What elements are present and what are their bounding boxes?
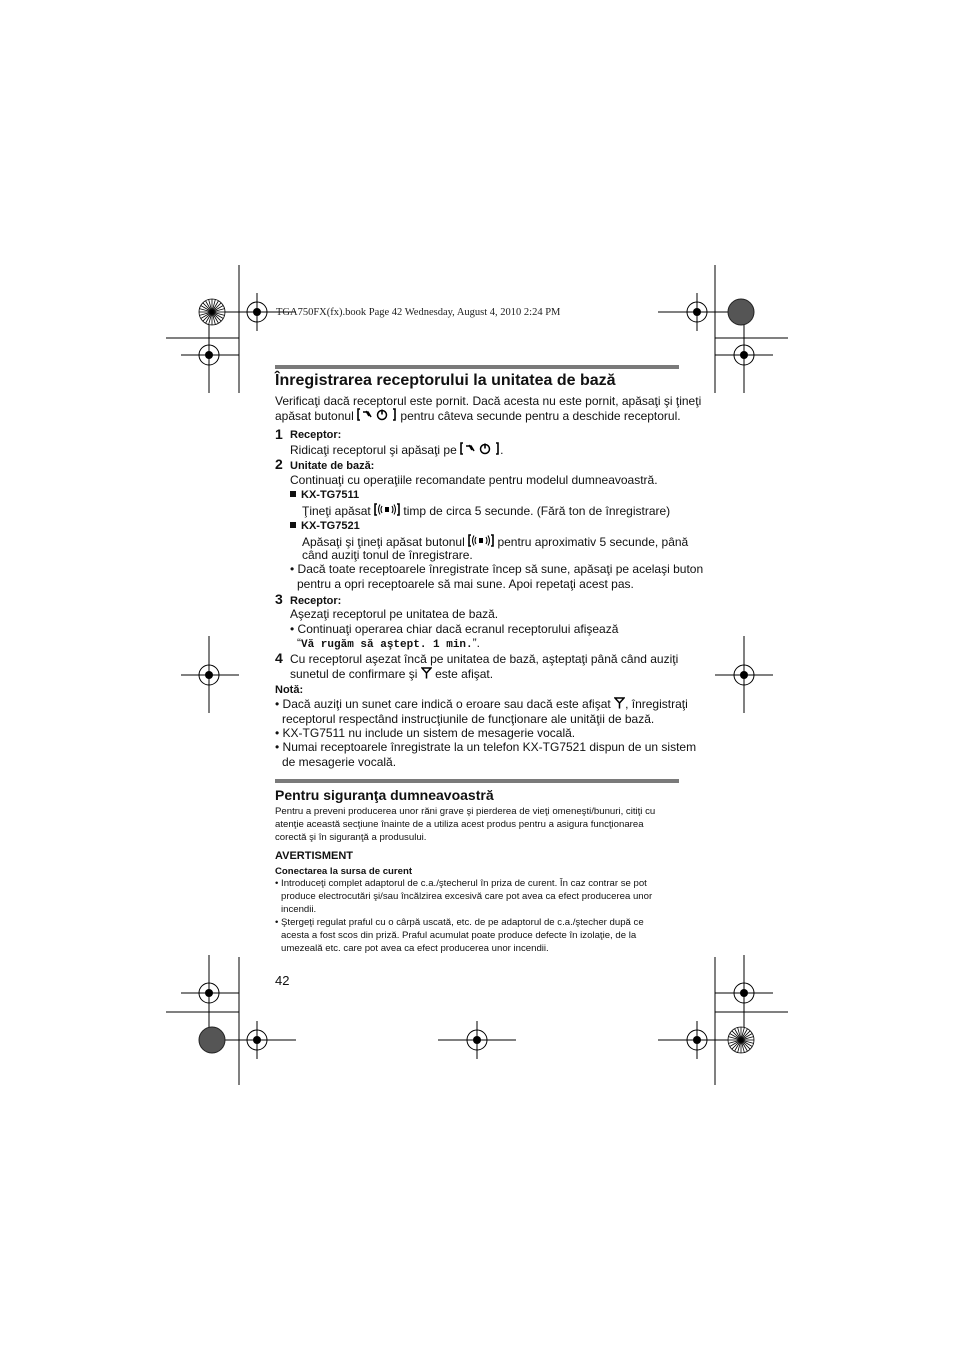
intro-line-2: apăsat butonul pentru câteva secunde pentru a deschide receptorul. — [275, 409, 681, 423]
model-kx-tg7511: KX-TG7511 — [290, 488, 359, 503]
note-label: Notă: — [275, 684, 304, 696]
antenna-signal-icon — [614, 697, 625, 713]
warning-heading: AVERTISMENT — [275, 850, 354, 862]
intro-line-1: Verificaţi dacă receptorul este pornit. Dacă acesta nu este pornit, apăsaţi şi ţineţi — [275, 394, 702, 408]
step-1-text: Ridicaţi receptorul şi apăsaţi pe . — [290, 443, 504, 457]
warning-2-line-2: acesta a fost scos din priză. Praful acumulat poate produce defecte în izolaţie, de la — [281, 930, 637, 941]
step-2-bullet-2: pentru a opri receptoarele să mai sune. Apoi repetaţi acest pas. — [297, 577, 634, 591]
antenna-signal-icon — [421, 667, 432, 683]
note-bullet-2: • KX-TG7511 nu include un sistem de mesagerie vocală. — [275, 726, 576, 740]
step-3-text: Aşezaţi receptorul pe unitatea de bază. — [290, 607, 499, 621]
section-title-registration: Înregistrarea receptorului la unitatea de bază — [275, 372, 616, 389]
display-message: “Vă rugăm să aştept. 1 min.”. — [297, 636, 480, 651]
step-number-2: 2 — [275, 456, 283, 472]
note-bullet-1-cont: receptorul respectând instrucţiunile de funcţionare ale unităţii de bază. — [282, 712, 655, 726]
step-4-line-1: Cu receptorul aşezat încă pe unitatea de bază, aşteptaţi până când auziţi — [290, 652, 679, 666]
warning-2-line-3: umezeală etc. care pot avea ca efect producerea unor incendii. — [281, 943, 549, 954]
warning-2-line-1: • Ştergeţi regulat praful cu o cârpă uscată, etc. de pe adaptorul de c.a./ştecher după ce — [275, 917, 644, 928]
section-rule — [275, 779, 679, 783]
warning-1-line-1: • Introduceţi complet adaptorul de c.a./ştecherul în priza de curent. În caz contrar se pot — [275, 878, 647, 889]
note-bullet-3-cont: de mesagerie vocală. — [282, 755, 397, 769]
safety-intro-1: Pentru a preveni producerea unor răni grave şi pierderea de vieţi omeneşti/bunuri, citiţi cu — [275, 806, 656, 817]
note-bullet-3: • Numai receptoarele înregistrate la un telefon KX-TG7521 dispun de un sistem — [275, 740, 697, 754]
off-hook-power-key-icon — [460, 442, 500, 459]
model-kx-tg7521: KX-TG7521 — [290, 519, 360, 534]
step-3-label: Receptor: — [290, 595, 342, 607]
step-2-label: Unitate de bază: — [290, 460, 375, 472]
model-1-instruction: Ţineţi apăsat timp de circa 5 secunde. (Fără ton de înregistrare) — [302, 504, 671, 518]
note-bullet-1: • Dacă auziţi un sunet care indică o eroare sau dacă este afişat , înregistraţi — [275, 697, 688, 711]
section-title-safety: Pentru siguranţa dumneavoastră — [275, 787, 494, 803]
step-number-1: 1 — [275, 426, 283, 442]
section-rule — [275, 365, 679, 369]
file-info-header: TGA750FX(fx).book Page 42 Wednesday, August 4, 2010 2:24 PM — [276, 307, 561, 318]
step-2-bullet-1: • Dacă toate receptoarele înregistrate încep să sune, apăsaţi pe acelaşi buton — [290, 562, 704, 576]
warning-subheading: Conectarea la sursa de curent — [275, 866, 413, 877]
step-number-3: 3 — [275, 591, 283, 607]
page-number: 42 — [275, 973, 290, 988]
off-hook-power-key-icon — [357, 408, 397, 425]
warning-1-line-2: produce electrocutări şi/sau încălzirea excesivă care pot avea ca efect producerea unor — [281, 891, 653, 902]
model-2-instruction-1: Apăsaţi şi ţineţi apăsat butonul pentru aproximativ 5 secunde, până — [302, 535, 689, 549]
intercom-locator-key-icon — [374, 503, 400, 520]
step-3-bullet: • Continuaţi operarea chiar dacă ecranul receptorului afişează — [290, 622, 619, 636]
warning-1-line-3: incendii. — [281, 904, 317, 915]
safety-intro-3: corectă şi în siguranţă a produsului. — [275, 832, 427, 843]
step-1-label: Receptor: — [290, 429, 342, 441]
step-2-text: Continuaţi cu operaţiile recomandate pentru modelul dumneavoastră. — [290, 473, 658, 487]
model-2-instruction-2: când auziţi tonul de înregistrare. — [302, 548, 473, 562]
safety-intro-2: atenţie această secţiune înainte de a utiliza acest produs pentru a asigura funcţionarea — [275, 819, 644, 830]
step-4-line-2: sunetul de confirmare şi este afişat. — [290, 667, 494, 681]
step-number-4: 4 — [275, 650, 283, 666]
